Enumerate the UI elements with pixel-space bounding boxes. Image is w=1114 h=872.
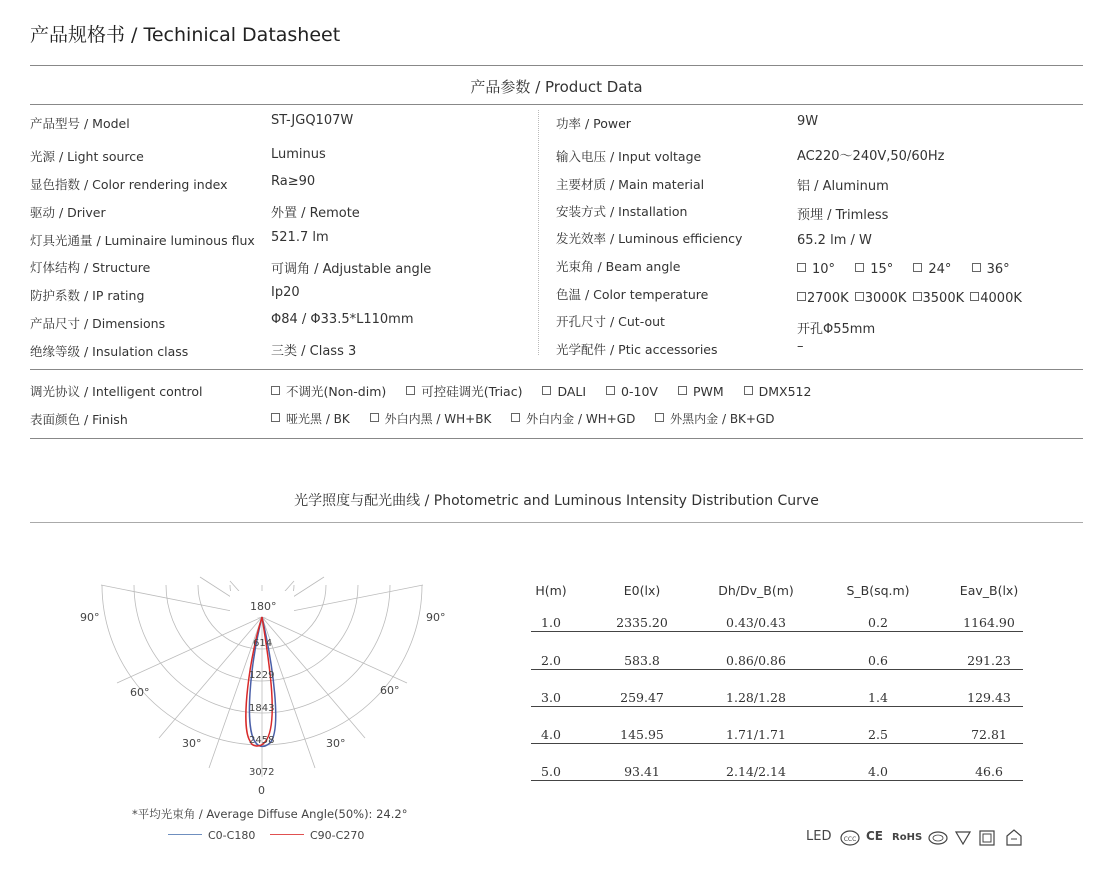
checkbox-icon [271,413,280,422]
beam-option[interactable]: 36° [972,262,1010,277]
control-option[interactable]: DALI [542,384,586,399]
table-cell: 1.0 [541,615,561,630]
checkbox-icon [655,413,664,422]
angle-label: 90° [80,611,100,624]
table-header: Eav_B(lx) [959,583,1019,598]
spec-value: Ra≥90 [271,174,316,189]
spec-value: 9W [797,114,819,129]
spec-label: 色温 / Color temperature [556,287,709,302]
table-cell: 4.0 [868,764,888,779]
checkbox-icon [406,386,415,395]
table-cell: 1.28/1.28 [726,690,786,705]
checkbox-icon [542,386,551,395]
cct-option[interactable]: 4000K [970,291,1022,306]
legend-c90: C90-C270 [270,829,364,842]
spec-label: 产品型号 / Model [30,116,130,131]
checkbox-icon [797,292,806,301]
spec-value: AC220～240V,50/60Hz [797,149,945,164]
table-cell: 259.47 [620,690,664,705]
triangle-f-icon [955,831,971,845]
spec-label: 开孔尺寸 / Cut-out [556,314,665,329]
svg-text:CCC: CCC [843,836,857,843]
spec-value: 可调角 / Adjustable angle [271,262,432,277]
table-cell: 2.0 [541,653,561,668]
table-cell: 1.4 [868,690,888,705]
photometric-title: 光学照度与配光曲线 / Photometric and Luminous Intensity Distribution Curve [294,493,819,509]
table-cell: 2335.20 [616,615,668,630]
polar-intensity-diagram [60,575,480,800]
finish-options [271,410,791,427]
checkbox-icon [511,413,520,422]
spec-value: ST-JGQ107W [271,113,354,128]
led-mark: LED [806,829,832,844]
document-title: 产品规格书 / Techinical Datasheet [30,24,341,46]
spec-label: 灯具光通量 / Luminaire luminous flux [30,233,255,248]
row-divider [531,706,1023,707]
checkbox-icon [855,263,864,272]
table-cell: 5.0 [541,764,561,779]
radial-label: 1843 [249,703,275,714]
row-divider [531,631,1023,632]
diffuse-angle-caption: *平均光束角 / Average Diffuse Angle(50%): 24.2° [132,807,408,821]
finish-option[interactable]: 外黑内金 / BK+GD [655,410,774,427]
angle-label: 30° [326,737,346,750]
cct-option[interactable]: 3000K [855,291,907,306]
table-header: E0(lx) [623,583,661,598]
table-cell: 2.14/2.14 [726,764,786,779]
spec-value: Ip20 [271,285,300,300]
table-cell: 0.43/0.43 [726,615,786,630]
beam-option[interactable]: 10° [797,262,835,277]
spec-label: 绝缘等级 / Insulation class [30,344,189,359]
control-label: 调光协议 / Intelligent control [30,384,203,399]
control-options [271,382,827,400]
checkbox-icon [606,386,615,395]
checkbox-icon [855,292,864,301]
spec-value: Luminus [271,147,326,162]
class-ii-icon [979,830,995,846]
table-cell: 1164.90 [963,615,1015,630]
finish-option[interactable]: 外白内黑 / WH+BK [370,410,492,427]
checkbox-icon [370,413,379,422]
table-cell: 4.0 [541,727,561,742]
radial-label: 2458 [249,735,275,746]
column-divider [538,110,539,355]
radial-label: 1229 [249,670,275,681]
spec-label: 光束角 / Beam angle [556,259,681,274]
angle-label: 60° [380,684,400,697]
angle-label: 30° [182,737,202,750]
color-temp-options [797,291,1022,306]
spec-value: 521.7 lm [271,230,329,245]
spec-label: 光学配件 / Ptic accessories [556,342,718,357]
spec-value: – [797,339,804,354]
checkbox-icon [744,386,753,395]
spec-label: 主要材质 / Main material [556,177,705,192]
row-divider [531,743,1023,744]
row-divider [531,669,1023,670]
spec-label: 功率 / Power [556,116,631,131]
control-option[interactable]: DMX512 [744,384,812,399]
spec-label: 产品尺寸 / Dimensions [30,316,166,331]
product-section-title: 产品参数 / Product Data [470,78,643,96]
divider [30,104,1083,105]
radial-label: 614 [253,638,273,649]
divider [30,438,1083,439]
cct-option[interactable]: 2700K [797,291,849,306]
spec-value: 外置 / Remote [271,206,360,221]
angle-label: 90° [426,611,446,624]
finish-label: 表面颜色 / Finish [30,412,128,427]
table-cell: 46.6 [975,764,1003,779]
table-cell: 583.8 [624,653,660,668]
control-option[interactable]: 0-10V [606,384,658,399]
spec-value: 铝 / Aluminum [797,179,889,194]
divider [30,65,1083,66]
table-cell: 3.0 [541,690,561,705]
spec-label: 输入电压 / Input voltage [556,149,702,164]
radial-label: 3072 [249,767,275,778]
spec-label: 灯体结构 / Structure [30,260,151,275]
checkbox-icon [271,386,280,395]
polar-top-label: 180° [250,600,277,613]
checkbox-icon [797,263,806,272]
checkbox-icon [913,263,922,272]
emc-icon [928,831,948,845]
spec-value: 预埋 / Trimless [797,208,889,223]
finish-option[interactable]: 哑光黑 / BK [271,410,350,427]
divider [30,369,1083,370]
house-insulation-icon [1004,828,1024,846]
legend-c0: C0-C180 [168,829,255,842]
finish-option[interactable]: 外白内金 / WH+GD [511,410,635,427]
divider [30,522,1083,523]
spec-label: 发光效率 / Luminous efficiency [556,231,743,246]
ccc-icon [840,829,860,847]
beam-option[interactable]: 24° [913,262,951,277]
spec-value: 三类 / Class 3 [271,344,357,359]
table-cell: 72.81 [971,727,1007,742]
table-cell: 93.41 [624,764,660,779]
table-cell: 0.86/0.86 [726,653,786,668]
polar-bottom-label: 0 [258,784,265,797]
control-option[interactable]: 可控硅调光(Triac) [406,382,522,400]
checkbox-icon [972,263,981,272]
table-cell: 0.2 [868,615,888,630]
spec-value: Φ84 / Φ33.5*L110mm [271,312,414,327]
table-cell: 1.71/1.71 [726,727,786,742]
spec-label: 光源 / Light source [30,149,144,164]
spec-value: 开孔Φ55mm [797,322,876,337]
table-cell: 129.43 [967,690,1011,705]
beam-angle-options [797,262,1026,277]
checkbox-icon [970,292,979,301]
control-option[interactable]: 不调光(Non-dim) [271,382,386,400]
beam-option[interactable]: 15° [855,262,893,277]
spec-label: 防护系数 / IP rating [30,288,145,303]
c0-c180-curve [249,617,275,746]
row-divider [531,780,1023,781]
table-cell: 291.23 [967,653,1011,668]
table-header: H(m) [535,583,567,598]
table-cell: 0.6 [868,653,888,668]
spec-label: 显色指数 / Color rendering index [30,177,228,192]
cct-option[interactable]: 3500K [913,291,965,306]
rohs-mark: RoHS [892,832,923,843]
legend-swatch [168,834,202,835]
checkbox-icon [913,292,922,301]
control-option[interactable]: PWM [678,384,724,399]
table-cell: 2.5 [868,727,888,742]
spec-label: 驱动 / Driver [30,205,106,220]
table-cell: 145.95 [620,727,664,742]
ce-mark: CE [866,829,884,843]
angle-label: 60° [130,686,150,699]
spec-value: 65.2 lm / W [797,233,872,248]
table-header: S_B(sq.m) [846,583,910,598]
checkbox-icon [678,386,687,395]
legend-swatch [270,834,304,835]
table-header: Dh/Dv_B(m) [718,583,794,598]
spec-label: 安装方式 / Installation [556,204,688,219]
